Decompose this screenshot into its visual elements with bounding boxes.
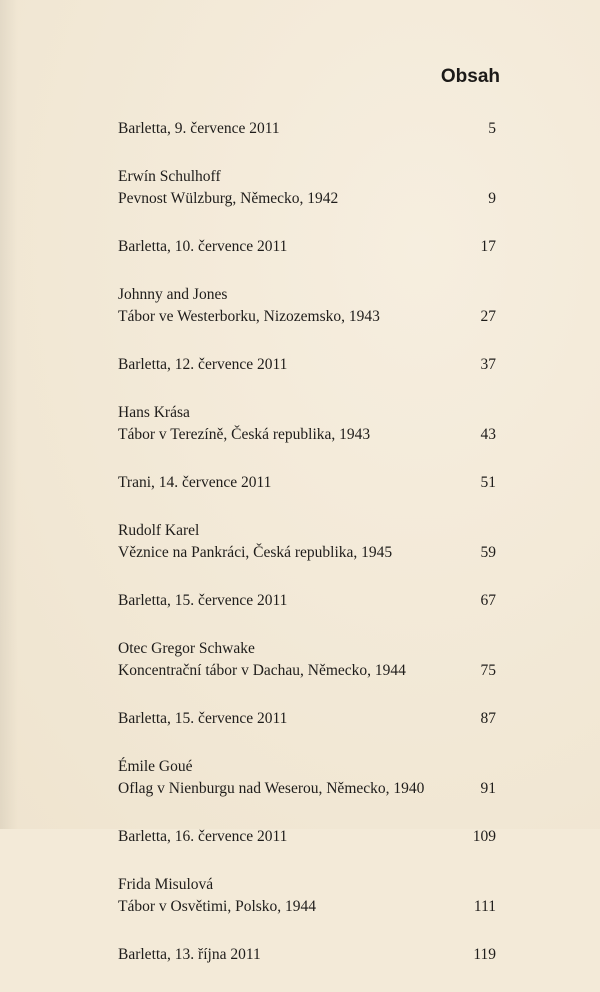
toc-entry-author: Émile Goué	[118, 758, 193, 775]
toc-page-number: 109	[472, 828, 496, 845]
toc-entry-title: Barletta, 15. července 2011	[118, 710, 288, 727]
toc-entry	[118, 236, 496, 258]
toc-entry-title: Barletta, 16. července 2011	[118, 828, 288, 845]
toc-entry	[118, 708, 496, 730]
toc-entry-title: Barletta, 9. července 2011	[118, 120, 280, 137]
toc-entry-title: Věznice na Pankráci, Česká republika, 1945	[118, 544, 393, 561]
table-of-contents	[118, 118, 496, 992]
toc-entry-title: Barletta, 10. července 2011	[118, 238, 288, 255]
toc-entry	[118, 638, 496, 682]
toc-entry	[118, 520, 496, 564]
toc-page-number: 111	[473, 898, 496, 915]
toc-entry-title: Tábor v Osvětimi, Polsko, 1944	[118, 898, 317, 915]
toc-page-number: 43	[480, 426, 496, 443]
toc-entry-title: Koncentrační tábor v Dachau, Německo, 1944	[118, 662, 406, 679]
toc-entry-title: Barletta, 15. července 2011	[118, 592, 288, 609]
toc-entry-author: Frida Misulová	[118, 876, 214, 893]
toc-entry	[118, 826, 496, 848]
toc-entry-author: Otec Gregor Schwake	[118, 640, 255, 657]
toc-entry	[118, 166, 496, 210]
toc-entry-title: Tábor ve Westerborku, Nizozemsko, 1943	[118, 308, 380, 325]
toc-entry-title: Barletta, 12. července 2011	[118, 356, 288, 373]
toc-page-number: 17	[480, 238, 496, 255]
toc-entry	[118, 354, 496, 376]
toc-page-number: 5	[488, 120, 496, 137]
toc-entry	[118, 118, 496, 140]
toc-entry	[118, 284, 496, 328]
toc-entry	[118, 472, 496, 494]
toc-page-number: 75	[480, 662, 496, 679]
toc-entry	[118, 590, 496, 612]
toc-entry-title: Barletta, 13. října 2011	[118, 946, 261, 963]
toc-page-number: 51	[480, 474, 496, 491]
toc-entry	[118, 874, 496, 918]
toc-page-number: 67	[480, 592, 496, 609]
toc-page-number: 59	[480, 544, 496, 561]
toc-entry	[118, 944, 496, 966]
toc-page-number: 87	[480, 710, 496, 727]
toc-page-number: 27	[480, 308, 496, 325]
toc-page-number: 119	[473, 946, 496, 963]
toc-entry-author: Hans Krása	[118, 404, 190, 421]
toc-entry-title: Tábor v Terezíně, Česká republika, 1943	[118, 426, 371, 443]
toc-page-number: 37	[480, 356, 496, 373]
toc-entry	[118, 756, 496, 800]
toc-page-number: 9	[488, 190, 496, 207]
page-title: Obsah	[440, 66, 500, 87]
toc-page-number: 91	[480, 780, 496, 797]
toc-entry-title: Trani, 14. července 2011	[118, 474, 272, 491]
toc-entry	[118, 402, 496, 446]
toc-entry-author: Erwín Schulhoff	[118, 168, 221, 185]
toc-entry-title: Oflag v Nienburgu nad Weserou, Německo, 1940	[118, 780, 425, 797]
toc-entry-author: Johnny and Jones	[118, 286, 228, 303]
toc-entry-author: Rudolf Karel	[118, 522, 200, 539]
toc-entry-title: Pevnost Wülzburg, Německo, 1942	[118, 190, 339, 207]
